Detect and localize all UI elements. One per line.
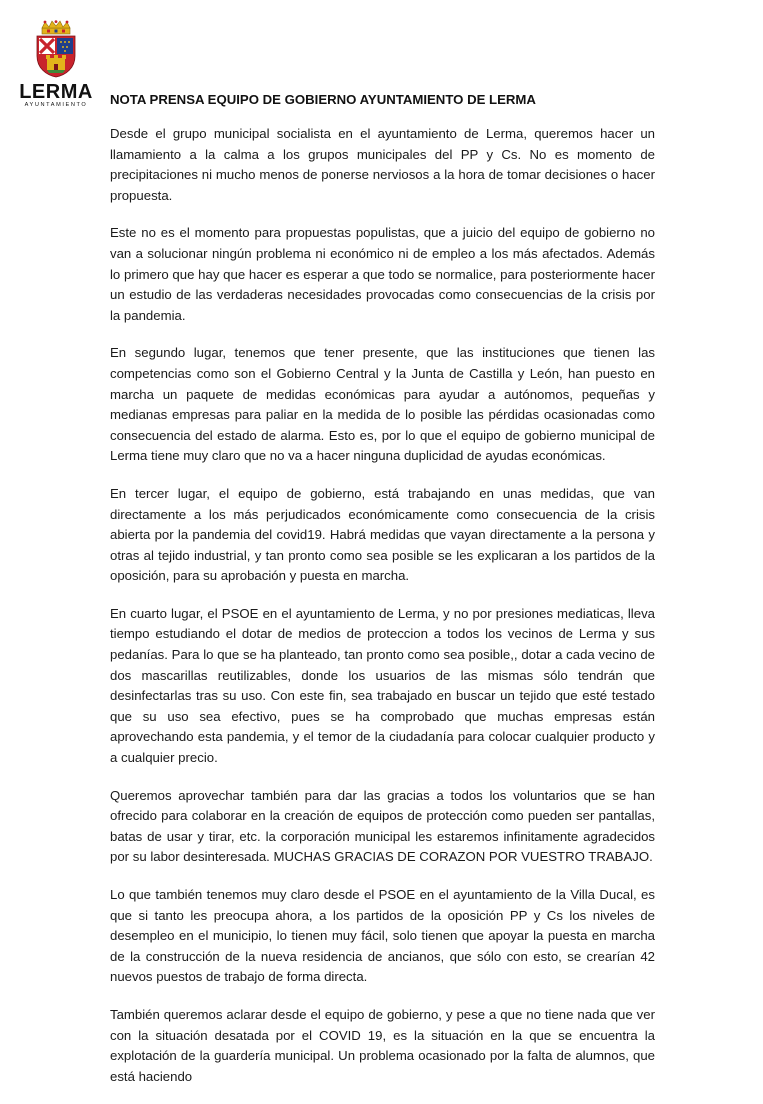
logo-subtitle: AYUNTAMIENTO [24, 102, 88, 108]
logo-name: LERMA [19, 81, 93, 103]
page-title: NOTA PRENSA EQUIPO DE GOBIERNO AYUNTAMIENTO DE LERMA [110, 92, 536, 107]
municipal-logo [18, 20, 94, 109]
paragraph-6: Queremos aprovechar también para dar las gracias a todos los voluntarios que se han ofrecido para colaborar en la creación de equipos de protección como pueden ser pantallas, batas de usar y tirar, etc. la corporación municipal les estaremos infinitamente agradecidos por su labor desinteresada. MUCHAS GRACIAS DE CORAZON POR VUESTRO TRABAJO. [110, 787, 655, 865]
crown-icon [42, 20, 70, 34]
paragraph-8: También queremos aclarar desde el equipo de gobierno, y pese a que no tiene nada que ver con la situación desatada por el COVID 19, es la situación en la que se encuentra la explotación de la guardería municipal. Un problema ocasionado por la falta de alumnos, que está haciendo [110, 1006, 655, 1084]
press-release-body [110, 124, 655, 1104]
coat-of-arms-icon [33, 20, 79, 78]
paragraph-1: Desde el grupo municipal socialista en el ayuntamiento de Lerma, queremos hacer un llamamiento a la calma a los grupos municipales del PP y Cs. No es momento de precipitaciones ni mucho menos de ponerse nerviosos a la hora de tomar decisiones o hacer propuesta. [110, 126, 655, 203]
paragraph-5: En cuarto lugar, el PSOE en el ayuntamiento de Lerma, y no por presiones mediaticas, lleva tiempo estudiando el dotar de medios de proteccion a todos los vecinos de Lerma y sus pedanías. Para lo que se ha planteado, tan pronto como sea posible,, dotar a cada vecino de dos mascarillas reutilizables, donde los usuarios de las mismas sólo tendrán que desinfectarlas tras su uso. Con este fin, sea trabajado en buscar un tejido que esté testado que su uso sea efectivo, pues se ha comprobado que muchas empresas están aprovechando esta pandemia, y el temor de la ciudadanía para colocar cualquier producto y a cualquier precio. [110, 605, 655, 766]
shield-icon [37, 36, 75, 77]
paragraph-2: Este no es el momento para propuestas populistas, que a juicio del equipo de gobierno no van a solucionar ningún problema ni económico ni de empleo a los más afectados. Además lo primero que hay que hacer es esperar a que todo se normalice, para posteriormente hacer un estudio de las verdaderas necesidades provocadas como consecuencias de la crisis por la pandemia. [110, 225, 655, 323]
paragraph-7: Lo que también tenemos muy claro desde el PSOE en el ayuntamiento de la Villa Ducal, es que si tanto les preocupa ahora, a los partidos de la oposición PP y Cs los niveles de desempleo en el municipio, lo tienen muy fácil, solo tienen que apoyar la puesta en marcha de la construcción de la nueva residencia de ancianos, que sólo con esto, se crearían 42 nuevos puestos de trabajo de forma directa. [110, 887, 655, 985]
paragraph-4: En tercer lugar, el equipo de gobierno, está trabajando en unas medidas, que van directamente a los más perjudicados económicamente como consecuencia de la crisis abierta por la pandemia del covid19. Habrá medidas que vayan directamente a la persona y otras al tejido industrial, y tan pronto como sea posible se les explicaran a los partidos de la oposición, para su aprobación y puesta en marcha. [110, 485, 655, 584]
paragraph-3: En segundo lugar, tenemos que tener presente, que las instituciones que tienen las competencias como son el Gobierno Central y la Junta de Castilla y León, han puesto en marcha un paquete de medidas económicas para ayudar a autónomos, pequeñas y medianas empresas para paliar en la medida de lo posible las pérdidas ocasionadas como consecuencia del estado de alarma. Esto es, por lo que el equipo de gobierno municipal de Lerma tiene muy claro que no va a hacer ninguna duplicidad de ayudas económicas. [110, 345, 655, 464]
